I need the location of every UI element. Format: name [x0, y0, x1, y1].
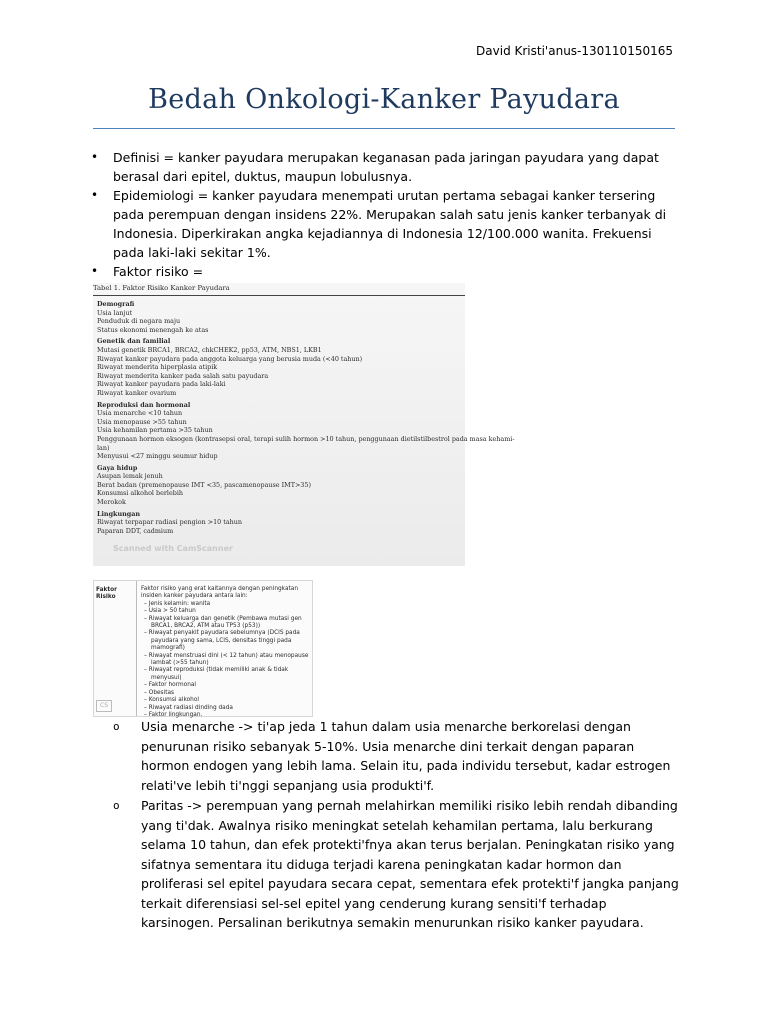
table-row: Penduduk di negara maju	[97, 317, 181, 326]
table-row: Riwayat terpapar radiasi pengion >10 tahun	[97, 518, 242, 527]
box-items	[141, 601, 309, 720]
table-rule	[93, 295, 465, 296]
box-list-item	[141, 616, 309, 631]
scanner-watermark: Scanned with CamScanner	[113, 544, 233, 553]
table-row: Usia menopause >55 tahun	[97, 417, 187, 426]
box-list-item	[141, 690, 309, 697]
bullet-dot-icon: •	[91, 150, 99, 164]
table-row: lan)	[97, 443, 110, 452]
table-row: Konsumsi alkohol berlebih	[97, 489, 183, 498]
sub-bullet-menarche	[113, 717, 683, 795]
title-divider	[93, 128, 675, 129]
dash-icon: –	[144, 608, 147, 615]
dash-icon: –	[144, 667, 147, 674]
dash-icon: –	[144, 615, 147, 622]
table-caption: Tabel 1. Faktor Risiko Kanker Payudara	[93, 284, 230, 292]
dash-icon: –	[144, 630, 147, 637]
bullet-epidemiologi	[93, 186, 683, 262]
table-row: Usia lanjut	[97, 308, 133, 317]
table-group-heading: Lingkungan	[97, 509, 141, 518]
sub-bullets	[113, 717, 683, 934]
box-list-item	[141, 667, 309, 682]
circle-bullet-icon: o	[113, 799, 120, 812]
table-group-heading: Demografi	[97, 300, 135, 308]
table-row: Berat badan (premenopause IMT <35, pascamenopause IMT>35)	[97, 480, 311, 489]
sub-bullet-paritas	[113, 796, 683, 933]
sub-bullet-text: Usia menarche -> ti'ap jeda 1 tahun dalam usia menarche berkorelasi dengan penurunan risiko sebanyak 5-10%. Usia menarche dini terkait dengan paparan hormon endogen yang lebih lama. Selain itu, pada individu tersebut, kadar estrogen relati've lebih ti'nggi sepanjang usia produkti'f.	[141, 719, 671, 793]
table-row: Riwayat kanker payudara pada anggota keluarga yang berusia muda (<40 tahun)	[97, 354, 363, 363]
box-body	[141, 586, 309, 719]
table-group-heading: Genetik dan familial	[97, 337, 171, 346]
page-title: Bedah Onkologi-Kanker Payudara	[148, 84, 620, 115]
bullet-text: Epidemiologi = kanker payudara menempati urutan pertama sebagai kanker tersering pada perempuan dengan insidens 22%. Merupakan salah satu jenis kanker terbanyak di Indonesia. Diperkirakan angka kejadiannya di Indonesia 12/100.000 wanita. Frekuensi pada laki-laki sekitar 1%.	[113, 188, 667, 260]
bullet-definisi	[93, 148, 683, 186]
table-row: Riwayat kanker ovarium	[97, 388, 177, 397]
box-item-text: Riwayat radiasi dinding dada	[148, 704, 233, 711]
dash-icon: –	[144, 689, 147, 696]
table-group-heading: Gaya hidup	[97, 463, 138, 472]
box-list-item	[141, 630, 309, 652]
box-list-item	[141, 601, 309, 608]
table-row: Penggunaan hormon eksogen (kontrasepsi oral, terapi sulih hormon >10 tahun, penggunaan dietilstilbestrol pada masa kehami-	[97, 434, 515, 443]
table-row: Paparan DDT, cadmium	[97, 526, 174, 535]
table-row: Riwayat menderita hiperplasia atipik	[97, 363, 218, 372]
table-row: Riwayat kanker payudara pada laki-laki	[97, 380, 226, 389]
table-row: Menyusui <27 minggu seumur hidup	[97, 452, 218, 461]
scanned-risk-box	[93, 580, 313, 717]
bullet-text: Definisi = kanker payudara merupakan keganasan pada jaringan payudara yang dapat berasal dari epitel, duktus, maupun lobulusnya.	[113, 150, 659, 184]
circle-bullet-icon: o	[113, 720, 120, 733]
bullet-dot-icon: •	[91, 264, 99, 278]
box-item-text: Faktor lingkungan.	[148, 711, 203, 718]
dash-icon: –	[144, 652, 147, 659]
dash-icon: –	[144, 711, 147, 718]
table-row: Usia kehamilan pertama >35 tahun	[97, 426, 213, 435]
box-item-text: Usia > 50 tahun	[148, 608, 196, 615]
box-item-text: Riwayat penyakit payudara sebelumnya (DCIS pada payudara yang sama, LCIS, densitas tinggi pada mamografi)	[148, 630, 300, 652]
box-list-item	[141, 608, 309, 615]
table-row: Usia menarche <10 tahun	[97, 409, 183, 418]
bullet-dot-icon: •	[91, 188, 99, 202]
box-item-text: Jenis kelamin: wanita	[148, 600, 211, 607]
table-row: Riwayat menderita kanker pada salah satu payudara	[97, 371, 269, 380]
box-item-text: Konsumsi alkohol	[148, 697, 199, 704]
bullet-text: Faktor risiko =	[113, 264, 204, 279]
dash-icon: –	[144, 682, 147, 689]
scanned-risk-table	[93, 283, 515, 566]
box-list-item	[141, 682, 309, 689]
box-item-text: Riwayat reproduksi (tidak memiliki anak & tidak menyusui)	[148, 667, 289, 681]
table-row: Asupan lemak jenuh	[97, 472, 163, 481]
main-bullets	[93, 148, 683, 281]
table-row: Status ekonomi menengah ke atas	[97, 325, 209, 334]
box-label: Faktor Risiko	[94, 581, 137, 716]
box-list-item	[141, 653, 309, 668]
table-group-heading: Reproduksi dan hormonal	[97, 400, 191, 409]
table-row: Merokok	[97, 498, 126, 507]
dash-icon: –	[144, 704, 147, 711]
author-line: David Kristi'anus-130110150165	[476, 44, 673, 58]
box-item-text: Riwayat keluarga dan genetik (Pembawa mutasi gen BRCA1, BRCA2, ATM atau TP53 (p53))	[148, 615, 302, 630]
dash-icon: –	[144, 600, 147, 607]
box-item-text: Faktor hormonal	[148, 682, 197, 689]
box-item-text: Riwayat menstruasi dini (< 12 tahun) atau menopause lambat (>55 tahun)	[148, 652, 309, 667]
box-list-item	[141, 705, 309, 712]
box-intro: Faktor risiko yang erat kaitannya dengan peningkatan insiden kanker payudara antara lain:	[141, 586, 298, 600]
box-list-item	[141, 697, 309, 704]
camscanner-icon: CS	[96, 700, 112, 712]
dash-icon: –	[144, 697, 147, 704]
table-row: Mutasi genetik BRCA1, BRCA2, chkCHEK2, pp53, ATM, NBS1, LKB1	[97, 345, 322, 354]
sub-bullet-text: Paritas -> perempuan yang pernah melahirkan memiliki risiko lebih rendah dibanding yang ti'dak. Awalnya risiko meningkat setelah kehamilan pertama, lalu berkurang selama 10 tahun, dan efek protekti'fnya akan terus berjalan. Peningkatan risiko yang sifatnya sementara itu diduga terjadi karena peningkatan kadar hormon dan proliferasi sel epitel payudara secara cepat, sementara efek protekti'f jangka panjang terkait diferensiasi sel-sel epitel yang cenderung kurang sensiti'f terhadap karsinogen. Persalinan berikutnya semakin menurunkan risiko kanker payudara.	[141, 798, 679, 930]
box-item-text: Obesitas	[148, 689, 175, 696]
bullet-faktor-risiko	[93, 262, 683, 281]
table-rows	[97, 297, 515, 535]
